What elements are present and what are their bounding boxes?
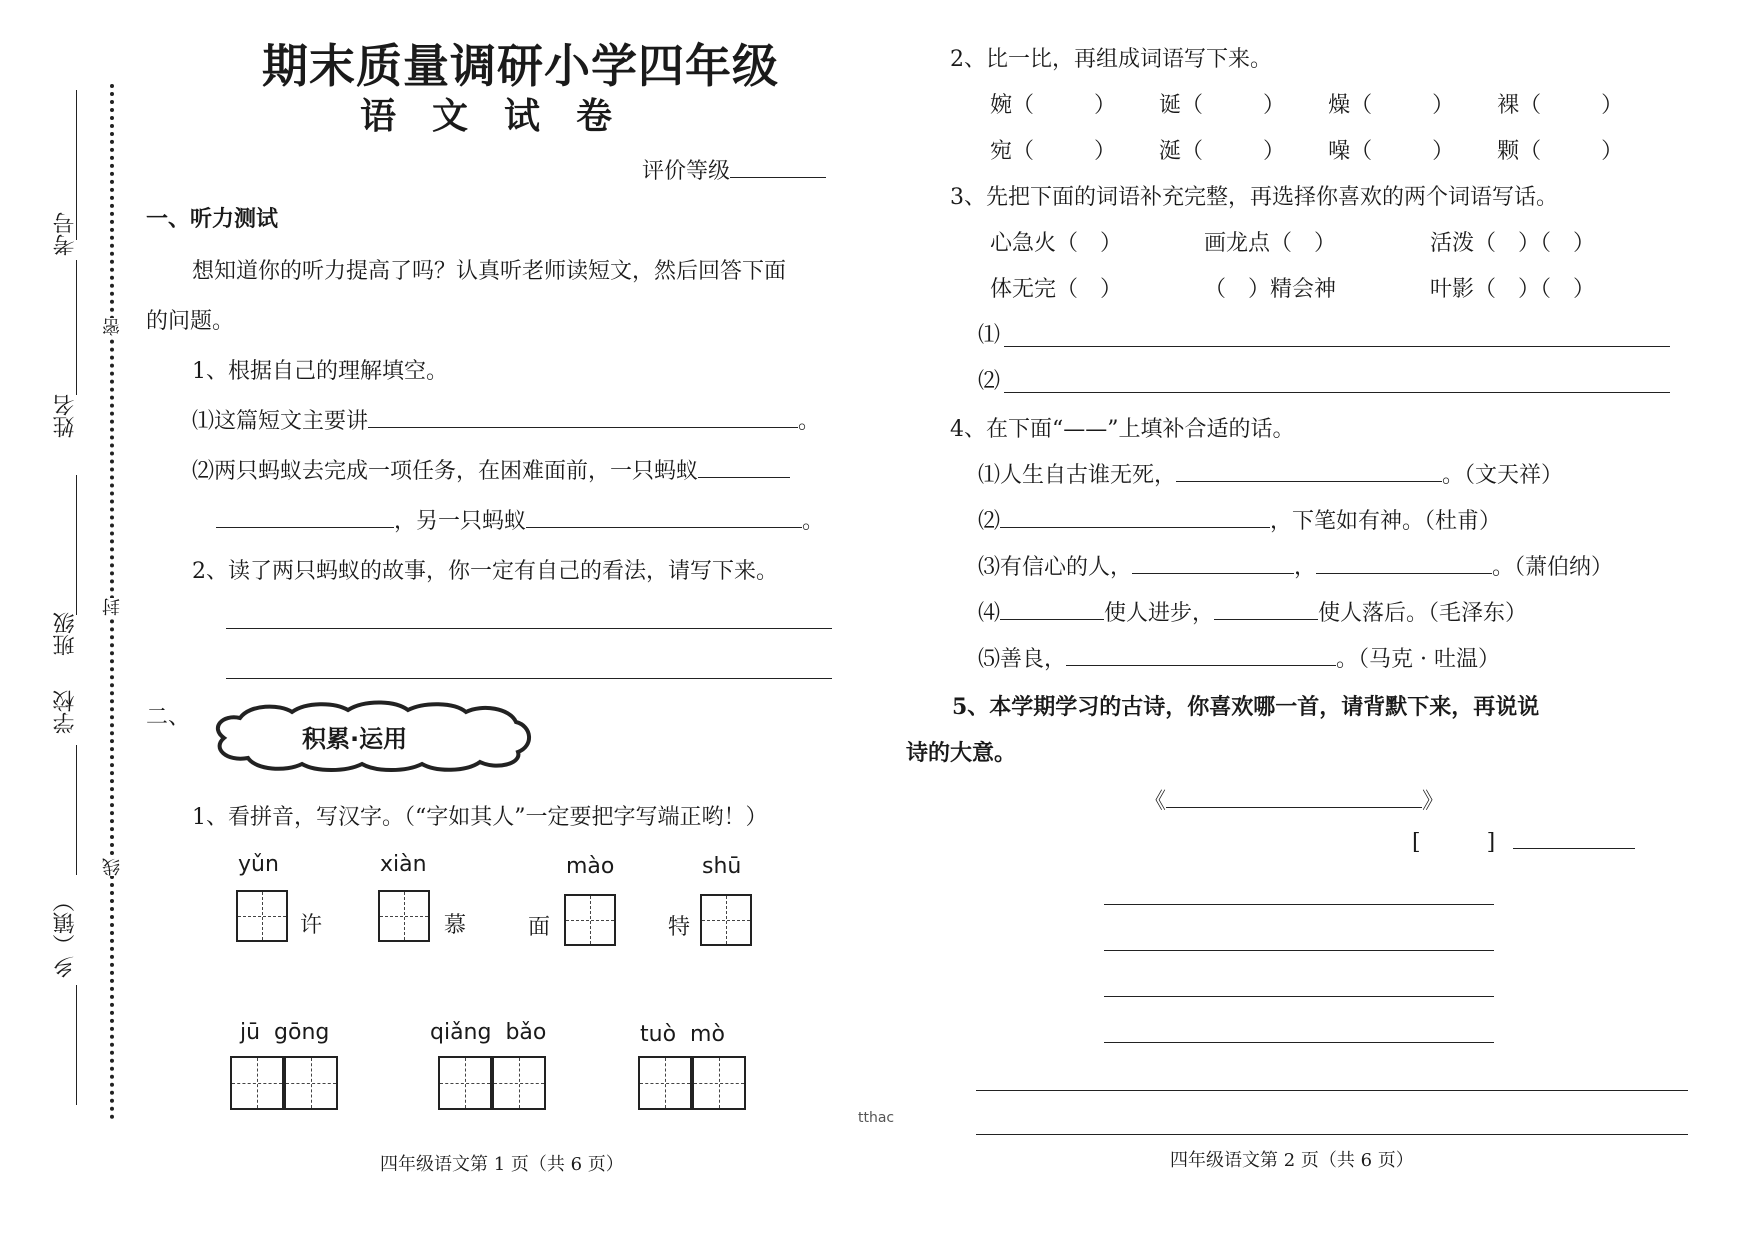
answer-line[interactable] <box>1004 346 1670 347</box>
q3-line-label: ⑴ <box>978 323 1001 348</box>
exam-title: 期末质量调研小学四年级 <box>262 39 779 93</box>
pinyin-label: yǔn <box>238 852 279 877</box>
q4-item: ⑷ 使人进步， 使人落后。（毛泽东） <box>978 601 1528 626</box>
p2-question3: 3、先把下面的词语补充完整，再选择你喜欢的两个词语写话。 <box>950 185 1558 210</box>
poem-author-field: [ ] <box>1412 828 1635 855</box>
compare-row: 宛（ ） 涎（ ） 噪（ ） 颗（ ） <box>990 139 1624 164</box>
answer-blank[interactable] <box>1000 507 1270 528</box>
s2-question1: 1、看拼音，写汉字。（“字如其人”一定要把字写端正哟！） <box>192 805 768 830</box>
page1-footer: 四年级语文第 1 页（共 6 页） <box>380 1154 624 1175</box>
town-line <box>76 985 77 1105</box>
section2-badge-label: 积累·运用 <box>302 725 408 753</box>
q4-item: ⑸善良， 。（马克 · 吐温） <box>978 647 1500 672</box>
s1-q1-1: ⑴这篇短文主要讲 。 <box>192 409 821 434</box>
character-writing-box[interactable] <box>378 890 430 942</box>
section1-heading: 一、听力测试 <box>146 206 279 232</box>
answer-blank[interactable] <box>1066 645 1336 666</box>
idiom-item: 活泼（ ）（ ） <box>1430 231 1596 256</box>
section1-intro: 想知道你的听力提高了吗？认真听老师读短文，然后回答下面 <box>192 259 787 284</box>
answer-blank[interactable] <box>1316 553 1492 574</box>
name-label: 姓名 <box>53 394 78 438</box>
given-character: 面 <box>528 915 551 940</box>
answer-line[interactable] <box>226 628 832 629</box>
poem-line[interactable] <box>1104 904 1494 905</box>
answer-blank[interactable] <box>526 507 802 528</box>
grade-label: 评价等级 <box>642 154 826 185</box>
q4-item: ⑵ ，下笔如有神。（杜甫） <box>978 509 1502 534</box>
pinyin-label: mào <box>566 854 615 879</box>
poem-author-blank[interactable] <box>1513 828 1635 849</box>
character-writing-box[interactable] <box>284 1056 338 1110</box>
p2-question2: 2、比一比，再组成词语写下来。 <box>950 47 1272 72</box>
meaning-line[interactable] <box>976 1090 1688 1091</box>
answer-line[interactable] <box>226 678 832 679</box>
p2-question4: 4、在下面“——”上填补合适的话。 <box>950 417 1295 442</box>
page2-footer: 四年级语文第 2 页（共 6 页） <box>1170 1150 1414 1171</box>
character-writing-box[interactable] <box>438 1056 492 1110</box>
s1-q1-2-cont: ，另一只蚂蚁 。 <box>216 504 824 535</box>
poem-title-field: 《 》 <box>1144 789 1445 814</box>
answer-blank[interactable] <box>698 457 790 478</box>
given-character: 特 <box>668 915 691 940</box>
answer-line[interactable] <box>1004 392 1670 393</box>
school-label: 学校 <box>53 690 78 734</box>
s1-question1: 1、根据自己的理解填空。 <box>192 359 448 384</box>
character-writing-box[interactable] <box>692 1056 746 1110</box>
character-writing-box[interactable] <box>700 894 752 946</box>
idiom-item: 心急火（ ） <box>990 231 1123 256</box>
section2-number: 二、 <box>146 705 191 730</box>
pinyin-label: jū gōng <box>240 1020 330 1045</box>
character-writing-box[interactable] <box>492 1056 546 1110</box>
class-label: 班级 <box>53 612 78 656</box>
idiom-item: 画龙点（ ） <box>1204 231 1337 256</box>
character-writing-box[interactable] <box>230 1056 284 1110</box>
answer-blank[interactable] <box>216 507 394 528</box>
idiom-item: （ ）精会神 <box>1204 277 1337 302</box>
town-label: 乡（镇） <box>53 890 78 978</box>
pinyin-label: xiàn <box>380 852 427 877</box>
given-character: 慕 <box>444 913 467 938</box>
pinyin-label: tuò mò <box>640 1022 725 1047</box>
pinyin-label: shū <box>702 854 742 879</box>
q4-item: ⑴人生自古谁无死， 。（文天祥） <box>978 463 1564 488</box>
p2-question5: 5、本学期学习的古诗，你喜欢哪一首，请背默下来，再说说 <box>952 694 1540 720</box>
answer-blank[interactable] <box>368 407 798 428</box>
idiom-item: 叶影（ ）（ ） <box>1430 277 1596 302</box>
poem-line[interactable] <box>1104 1042 1494 1043</box>
answer-blank[interactable] <box>1214 599 1318 620</box>
s1-q1-2: ⑵两只蚂蚁去完成一项任务，在困难面前，一只蚂蚁 <box>192 454 790 485</box>
character-writing-box[interactable] <box>638 1056 692 1110</box>
pinyin-label: qiǎng bǎo <box>430 1020 547 1045</box>
class-line <box>76 475 77 615</box>
answer-blank[interactable] <box>1000 599 1104 620</box>
compare-row: 婉（ ） 诞（ ） 燥（ ） 裸（ ） <box>990 93 1624 118</box>
p2-question5-cont: 诗的大意。 <box>906 740 1017 766</box>
q4-item: ⑶有信心的人， ， 。（萧伯纳） <box>978 555 1614 580</box>
poem-line[interactable] <box>1104 950 1494 951</box>
watermark-text: tthac <box>858 1110 895 1126</box>
idiom-item: 体无完（ ） <box>990 277 1123 302</box>
seal-xian: 线 <box>100 858 126 876</box>
poem-title-blank[interactable] <box>1166 787 1422 808</box>
seal-mi: 密 <box>100 318 126 336</box>
poem-line[interactable] <box>1104 996 1494 997</box>
character-writing-box[interactable] <box>236 890 288 942</box>
character-writing-box[interactable] <box>564 894 616 946</box>
seal-feng: 封 <box>100 598 126 616</box>
q3-line-label: ⑵ <box>978 369 1001 394</box>
name-line <box>76 260 77 395</box>
exam-no-label: 考号 <box>53 212 78 256</box>
exam-subtitle: 语 文 试 卷 <box>360 95 613 137</box>
given-character: 许 <box>300 913 323 938</box>
school-line <box>76 745 77 875</box>
s1-question2: 2、读了两只蚂蚁的故事，你一定有自己的看法，请写下来。 <box>192 559 778 584</box>
meaning-line[interactable] <box>976 1134 1688 1135</box>
answer-blank[interactable] <box>1132 553 1294 574</box>
section1-intro-cont: 的问题。 <box>146 309 235 334</box>
answer-blank[interactable] <box>1176 461 1442 482</box>
